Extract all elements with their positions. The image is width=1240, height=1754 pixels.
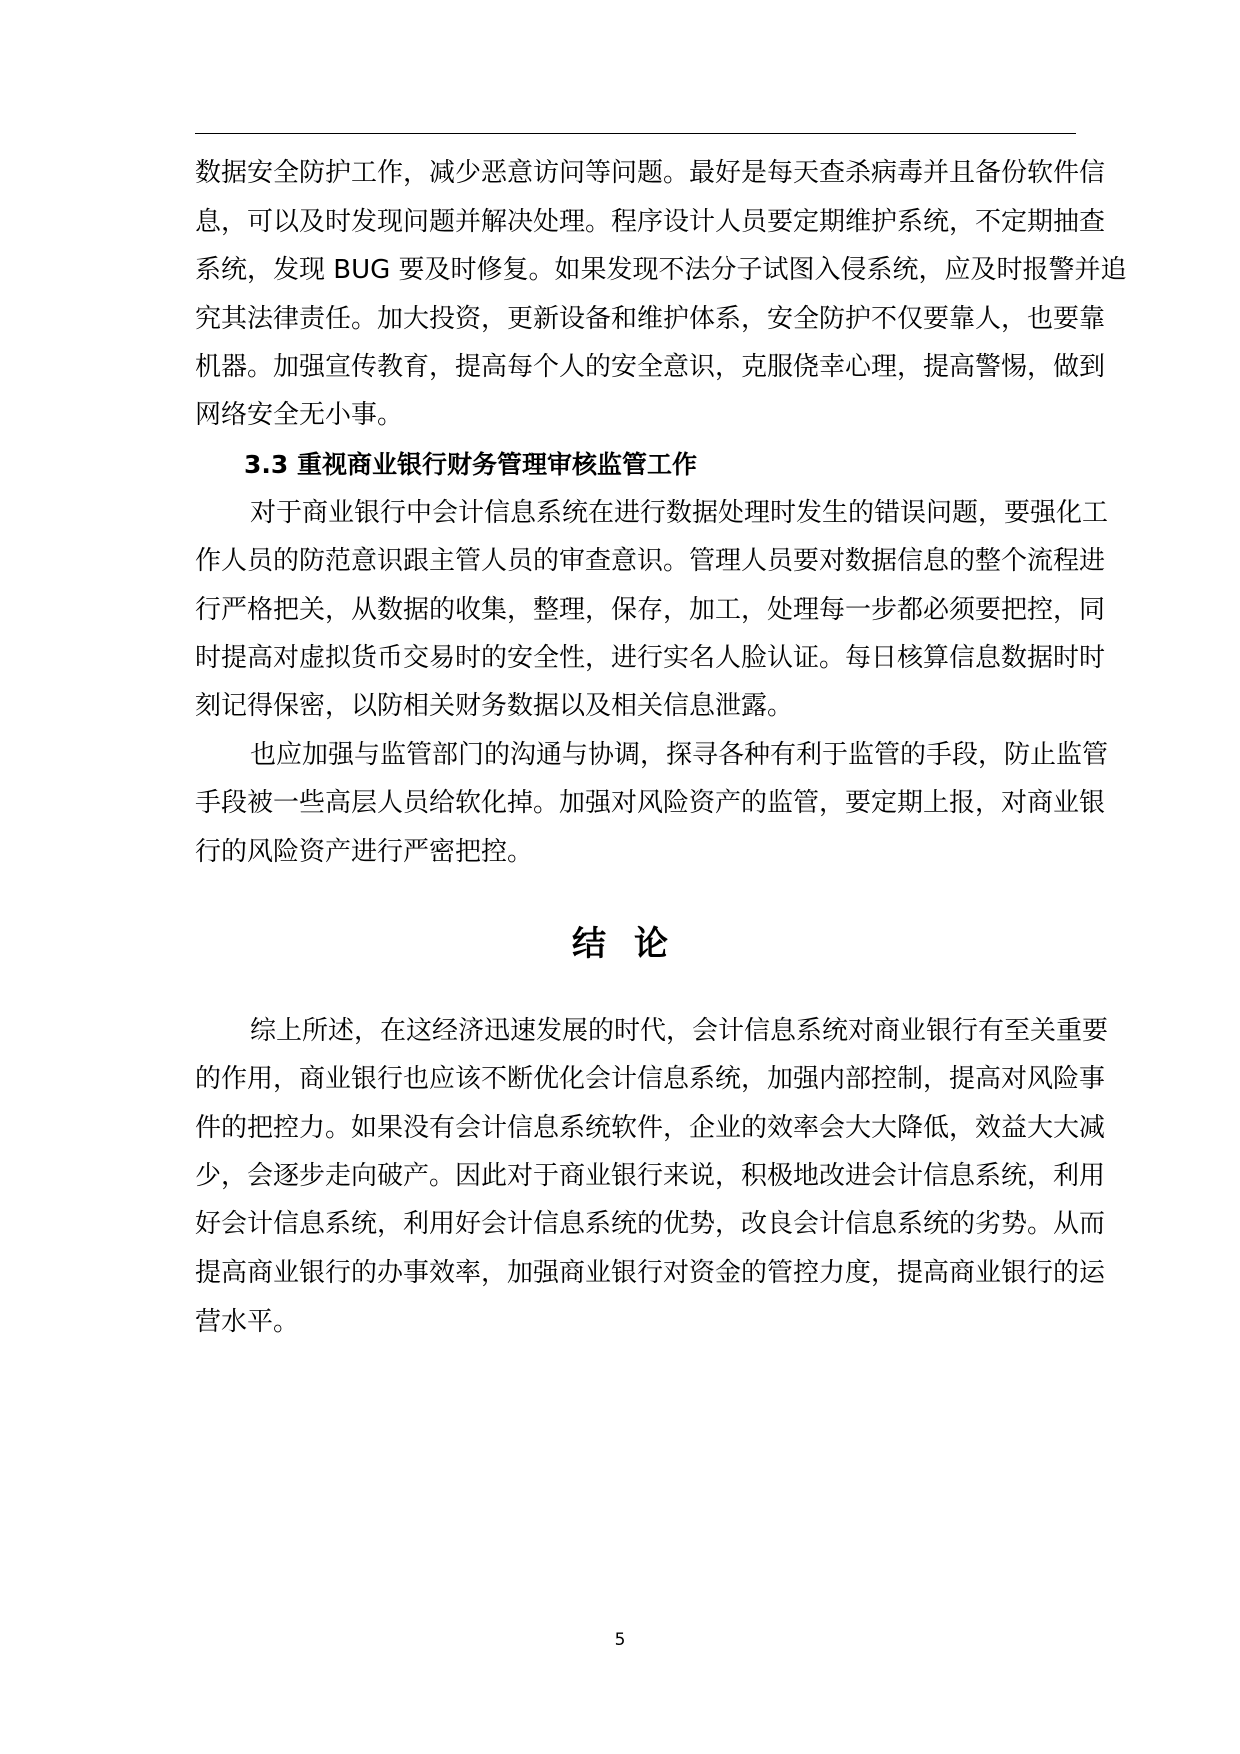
conclusion-title: 结论 [572,924,696,964]
text-line: 行的风险资产进行严密把控。 [195,837,534,867]
section-heading: 3.3 重视商业银行财务管理审核监管工作 [244,450,697,479]
text-line: 营水平。 [195,1307,300,1337]
text-line: 系统，发现 BUG 要及时修复。如果发现不法分子试图入侵系统，应及时报警并追 [195,255,1127,285]
text-line: 也应加强与监管部门的沟通与协调，探寻各种有利于监管的手段，防止监管 [250,740,1109,770]
text-line: 行严格把关，从数据的收集，整理，保存，加工，处理每一步都必须要把控，同 [195,595,1106,625]
page-number: 5 [614,1630,626,1650]
text-line: 究其法律责任。加大投资，更新设备和维护体系，安全防护不仅要靠人，也要靠 [195,304,1106,334]
text-line: 提高商业银行的办事效率，加强商业银行对资金的管控力度，提高商业银行的运 [195,1258,1106,1288]
text-line: 好会计信息系统，利用好会计信息系统的优势，改良会计信息系统的劣势。从而 [195,1209,1106,1239]
text-line: 综上所述，在这经济迅速发展的时代，会计信息系统对商业银行有至关重要 [250,1016,1109,1046]
text-line: 数据安全防护工作，减少恶意访问等问题。最好是每天查杀病毒并且备份软件信 [195,158,1106,188]
text-line: 的作用，商业银行也应该不断优化会计信息系统，加强内部控制，提高对风险事 [195,1064,1106,1094]
text-line: 刻记得保密，以防相关财务数据以及相关信息泄露。 [195,691,794,721]
text-line: 作人员的防范意识跟主管人员的审查意识。管理人员要对数据信息的整个流程进 [195,546,1106,576]
text-line: 网络安全无小事。 [195,400,404,430]
header-rule [195,133,1076,134]
text-line: 机器。加强宣传教育，提高每个人的安全意识，克服侥幸心理，提高警惕，做到 [195,352,1106,382]
text-line: 对于商业银行中会计信息系统在进行数据处理时发生的错误问题，要强化工 [250,498,1109,528]
text-line: 时提高对虚拟货币交易时的安全性，进行实名人脸认证。每日核算信息数据时时 [195,643,1106,673]
text-line: 少，会逐步走向破产。因此对于商业银行来说，积极地改进会计信息系统，利用 [195,1161,1106,1191]
text-line: 手段被一些高层人员给软化掉。加强对风险资产的监管，要定期上报，对商业银 [195,788,1106,818]
text-line: 息，可以及时发现问题并解决处理。程序设计人员要定期维护系统，不定期抽查 [195,207,1106,237]
text-line: 件的把控力。如果没有会计信息系统软件，企业的效率会大大降低，效益大大减 [195,1113,1106,1143]
